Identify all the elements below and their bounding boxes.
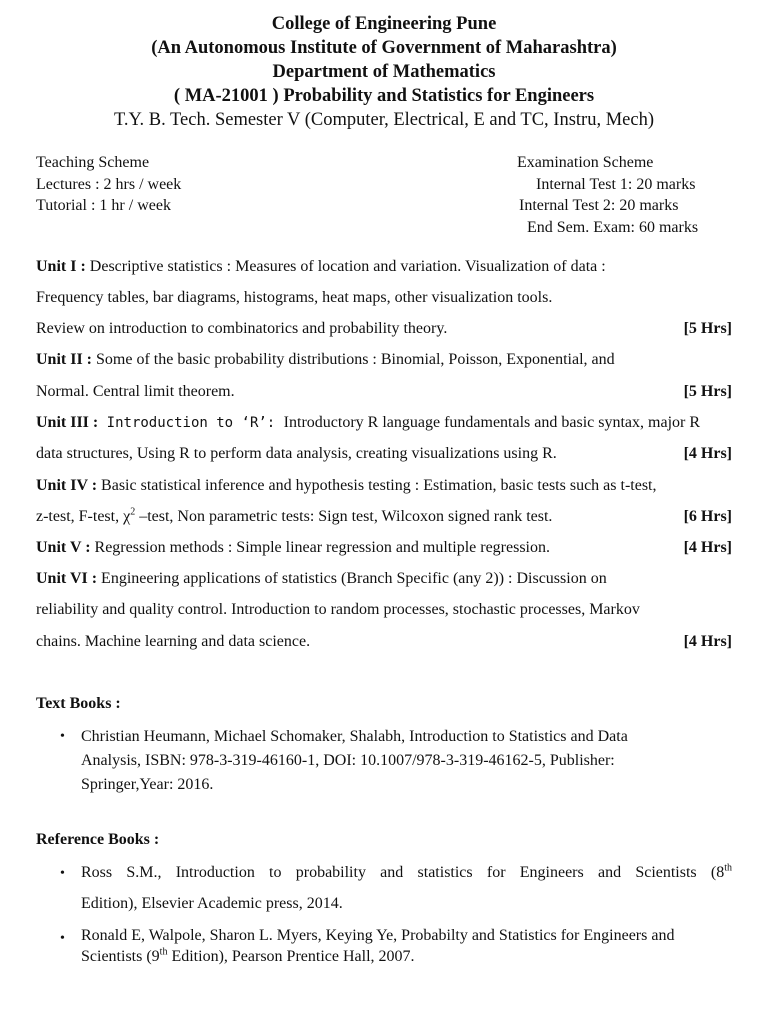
edition-superscript: th — [724, 862, 732, 874]
unit-1-hours: [5 Hrs] — [683, 320, 732, 337]
unit-1-text: Descriptive statistics : Measures of location and variation. Visualization of data : — [85, 258, 606, 275]
bullet-icon: • — [60, 866, 65, 881]
unit-1-line-1 — [36, 258, 732, 276]
reference-book-2-text-a: Scientists (9 — [81, 948, 160, 965]
autonomous-line: (An Autonomous Institute of Government of Maharashtra) — [151, 38, 617, 58]
reference-book-2-text-b: Edition), Pearson Prentice Hall, 2007. — [167, 948, 415, 965]
bullet-icon: • — [60, 931, 65, 946]
unit-3-text: Introductory R language fundamentals and basic syntax, major R — [283, 414, 701, 431]
reference-book-2-line-1: Ronald E, Walpole, Sharon L. Myers, Keying Ye, Probabilty and Statistics for Engineers and — [81, 927, 675, 944]
text-book-1 — [81, 725, 721, 797]
unit-3-line-1 — [36, 414, 732, 432]
internal-test-2: Internal Test 2: 20 marks — [519, 197, 679, 214]
lectures-hours: Lectures : 2 hrs / week — [36, 175, 182, 193]
edition-superscript: th — [159, 946, 168, 958]
tutorial-hours: Tutorial : 1 hr / week — [36, 197, 171, 214]
college-name: College of Engineering Pune — [271, 14, 497, 34]
unit-4-line-2 — [36, 508, 732, 526]
reference-book-2-line-2 — [81, 946, 751, 967]
internal-test-1: Internal Test 1: 20 marks — [536, 175, 696, 193]
unit-2-line-1 — [36, 351, 732, 369]
teaching-scheme — [36, 152, 181, 217]
unit-2-label: Unit II : — [36, 351, 93, 368]
unit-3-line-2 — [36, 445, 732, 463]
unit-1-line-2: Frequency tables, bar diagrams, histograms, heat maps, other visualization tools. — [36, 289, 553, 306]
unit-6-line-2: reliability and quality control. Introduction to random processes, stochastic processes, Markov — [36, 601, 640, 618]
reference-book-1 — [81, 861, 732, 916]
reference-book-1-line-1 — [81, 861, 732, 885]
unit-3-r-intro: Introduction to ‘R’: — [98, 415, 284, 431]
department-name: Department of Mathematics — [272, 62, 496, 82]
unit-5-hours: [4 Hrs] — [683, 539, 732, 556]
unit-6-line-3 — [36, 633, 732, 651]
unit-2-hours: [5 Hrs] — [683, 383, 732, 400]
reference-books-title: Reference Books : — [36, 831, 160, 848]
text-book-1-line-3: Springer,Year: 2016. — [81, 776, 214, 793]
unit-6-line-1 — [36, 570, 732, 588]
unit-6-label: Unit VI : — [36, 570, 98, 587]
unit-4-label: Unit IV : — [36, 477, 98, 494]
unit-2-text-end: Normal. Central limit theorem. — [36, 383, 235, 400]
unit-5-label: Unit V : — [36, 539, 91, 556]
reference-book-1-line-2: Edition), Elsevier Academic press, 2014. — [81, 895, 343, 912]
unit-4-line-1 — [36, 477, 732, 495]
unit-6-text-end: chains. Machine learning and data science. — [36, 633, 311, 650]
program-line: T.Y. B. Tech. Semester V (Computer, Electrical, E and TC, Instru, Mech) — [113, 110, 654, 130]
unit-5-text: Regression methods : Simple linear regression and multiple regression. — [90, 539, 550, 556]
text-book-1-line-2: Analysis, ISBN: 978-3-319-46160-1, DOI: 10.1007/978-3-319-46162-5, Publisher: — [81, 752, 615, 769]
examination-scheme — [517, 152, 698, 238]
unit-2-line-2 — [36, 383, 732, 401]
text-books-title: Text Books : — [36, 695, 121, 712]
unit-1-line-3 — [36, 320, 732, 338]
document-header — [0, 12, 768, 132]
unit-1-text-end: Review on introduction to combinatorics and probability theory. — [36, 320, 448, 337]
chi-square-superscript: 2 — [130, 506, 136, 518]
reference-book-1-text: Ross S.M., Introduction to probability and statistics for Engineers and Scientists (8 — [81, 864, 725, 881]
bullet-icon: • — [60, 729, 65, 744]
unit-4-text-a: z-test, F-test, χ — [36, 508, 131, 525]
unit-3-hours: [4 Hrs] — [683, 445, 732, 462]
unit-1-label: Unit I : — [36, 258, 86, 275]
unit-6-text: Engineering applications of statistics (Branch Specific (any 2)) : Discussion on — [97, 570, 607, 587]
unit-4-hours: [6 Hrs] — [683, 508, 732, 525]
unit-4-text-b: –test, Non parametric tests: Sign test, Wilcoxon signed rank test. — [135, 508, 553, 525]
teaching-scheme-title: Teaching Scheme — [36, 154, 150, 171]
unit-4-text: Basic statistical inference and hypothesis testing : Estimation, basic tests such as t-test, — [97, 477, 657, 494]
unit-5-line-1 — [36, 539, 732, 557]
text-book-1-line-1: Christian Heumann, Michael Schomaker, Shalabh, Introduction to Statistics and Data — [81, 728, 628, 745]
unit-3-text-end: data structures, Using R to perform data analysis, creating visualizations using R. — [36, 445, 557, 462]
unit-2-text: Some of the basic probability distributions : Binomial, Poisson, Exponential, and — [92, 351, 615, 368]
examination-scheme-title: Examination Scheme — [517, 154, 654, 171]
unit-3-label: Unit III : — [36, 414, 99, 431]
end-sem-exam: End Sem. Exam: 60 marks — [527, 218, 699, 236]
course-title: ( MA-21001 ) Probability and Statistics for Engineers — [173, 86, 595, 106]
unit-6-hours: [4 Hrs] — [683, 633, 732, 650]
reference-book-2 — [81, 925, 751, 967]
